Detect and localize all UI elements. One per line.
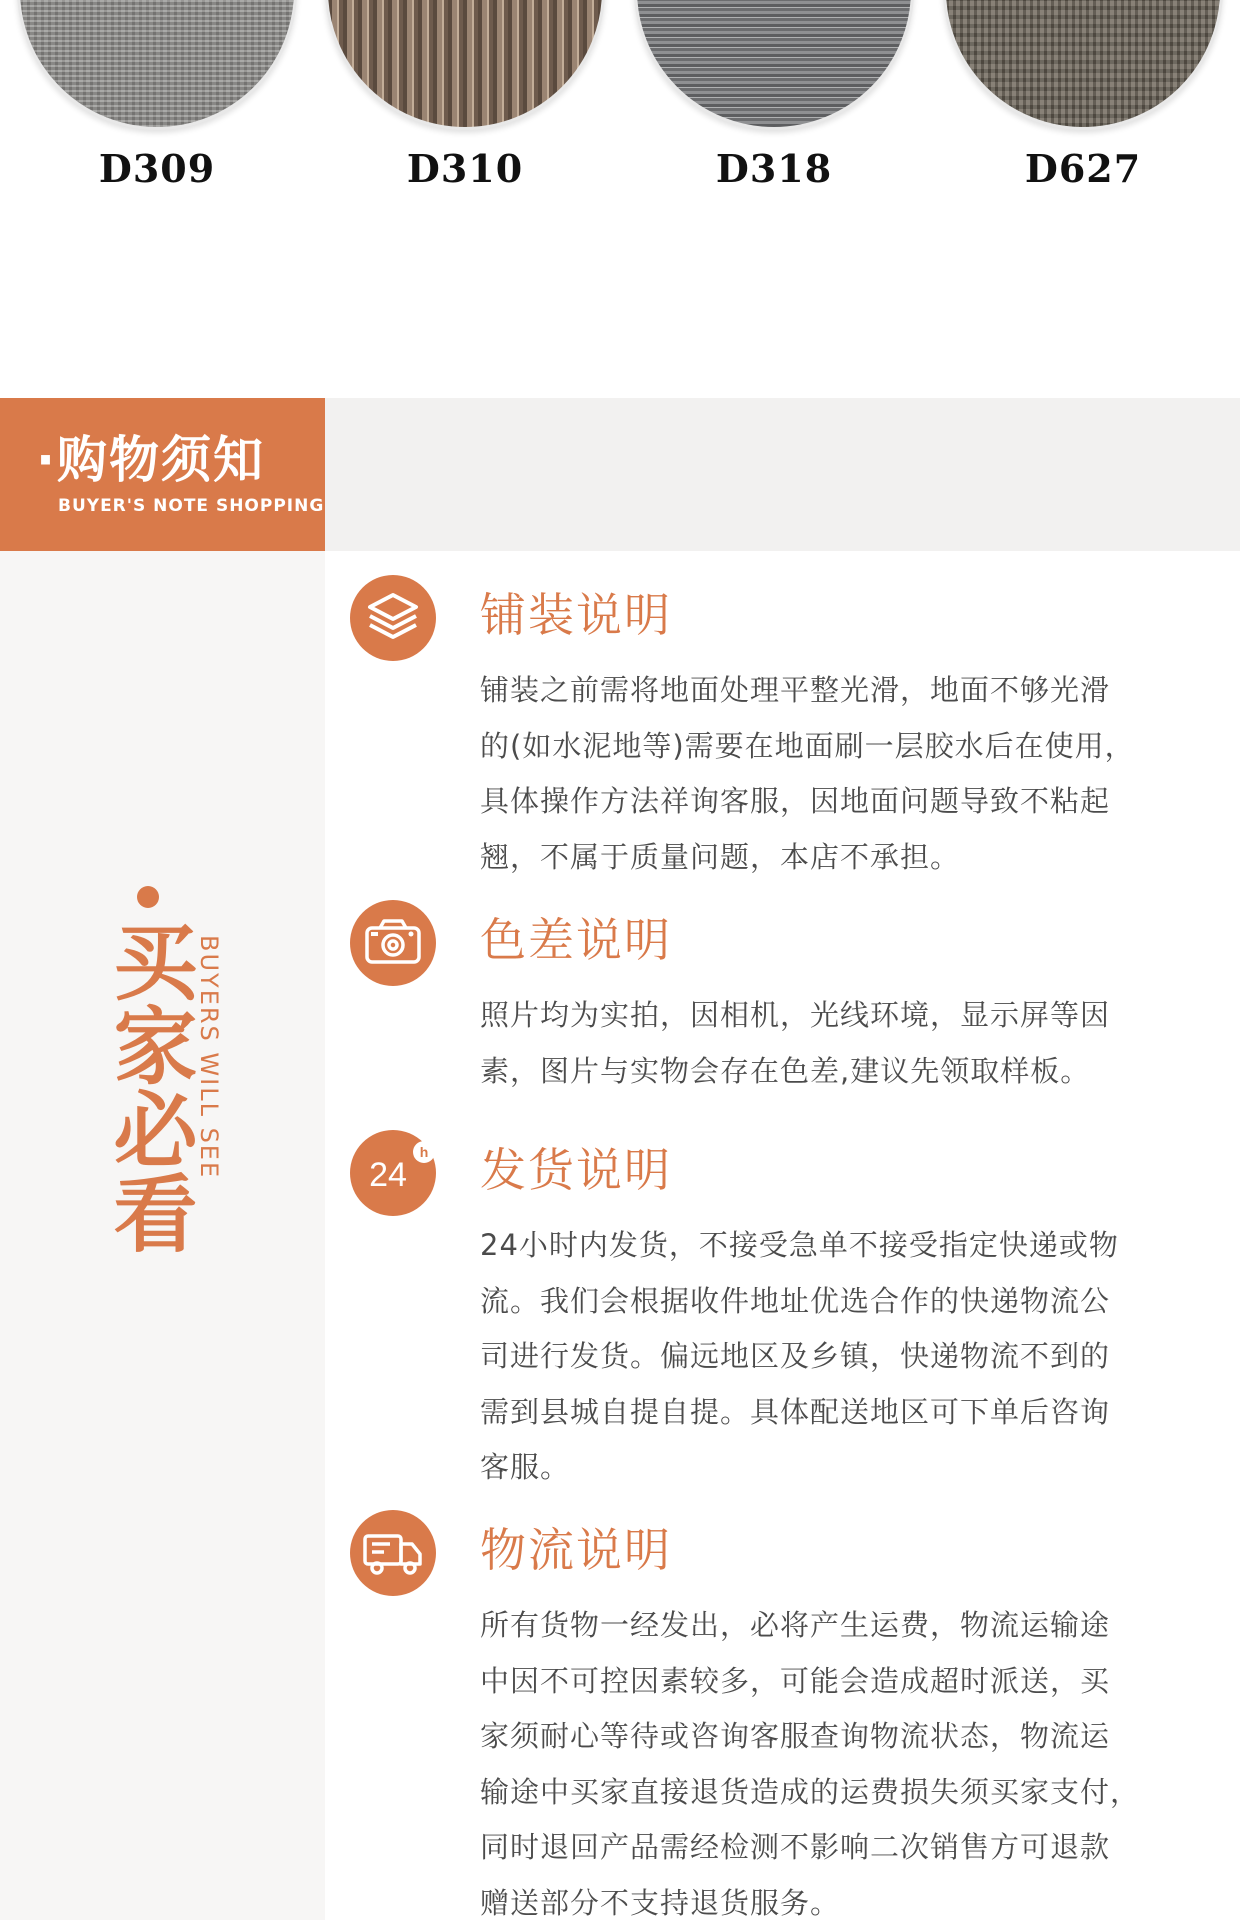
notice-subtitle: BUYER'S NOTE SHOPPING bbox=[58, 496, 324, 516]
swatch-code: D627 bbox=[943, 146, 1223, 191]
body-line: 素，图片与实物会存在色差,建议先领取样板。 bbox=[480, 1044, 1180, 1100]
body-line: 流。我们会根据收件地址优选合作的快递物流公 bbox=[480, 1274, 1180, 1330]
section-body bbox=[480, 1598, 1180, 1931]
body-line: 的(如水泥地等)需要在地面刷一层胶水后在使用， bbox=[480, 719, 1180, 775]
notice-header-badge bbox=[0, 398, 325, 551]
swatch-image bbox=[325, 0, 605, 130]
buyers-will-see-block bbox=[95, 880, 255, 1300]
body-line: 同时退回产品需经检测不影响二次销售方可退款 bbox=[480, 1820, 1180, 1876]
vertical-subtitle: BUYERS WILL SEE bbox=[195, 935, 223, 1179]
body-line: 赠送部分不支持退货服务。 bbox=[480, 1876, 1180, 1931]
body-line: 翘，不属于质量问题，本店不承担。 bbox=[480, 830, 1180, 886]
section-body bbox=[480, 1218, 1180, 1496]
body-line: 司进行发货。偏远地区及乡镇，快递物流不到的 bbox=[480, 1329, 1180, 1385]
swatch-code: D318 bbox=[634, 146, 914, 191]
camera-icon bbox=[350, 900, 436, 986]
notice-title: ·购物须知 bbox=[36, 430, 265, 490]
section-body bbox=[480, 663, 1180, 885]
layers-icon bbox=[350, 575, 436, 661]
body-line: 所有货物一经发出，必将产生运费，物流运输途 bbox=[480, 1598, 1180, 1654]
24h-icon-number: 24 bbox=[369, 1156, 407, 1194]
body-line: 24小时内发货，不接受急单不接受指定快递或物 bbox=[480, 1218, 1180, 1274]
section-title: 铺装说明 bbox=[480, 587, 672, 643]
section-body bbox=[480, 988, 1180, 1099]
24h-icon-suffix: h bbox=[420, 1144, 429, 1160]
section-title: 色差说明 bbox=[480, 912, 672, 968]
swatch-image bbox=[943, 0, 1223, 130]
vertical-title: 买家必看 bbox=[105, 918, 195, 1254]
body-line: 家须耐心等待或咨询客服查询物流状态，物流运 bbox=[480, 1709, 1180, 1765]
swatch-row bbox=[0, 0, 1240, 200]
body-line: 需到县城自提自提。具体配送地区可下单后咨询 bbox=[480, 1385, 1180, 1441]
section-title: 发货说明 bbox=[480, 1142, 672, 1198]
swatch-code: D310 bbox=[325, 146, 605, 191]
24h-icon bbox=[350, 1130, 436, 1216]
notice-header-strip bbox=[325, 398, 1240, 551]
body-line: 铺装之前需将地面处理平整光滑，地面不够光滑 bbox=[480, 663, 1180, 719]
section-title: 物流说明 bbox=[480, 1522, 672, 1578]
swatch-image bbox=[17, 0, 297, 130]
body-line: 客服。 bbox=[480, 1440, 1180, 1496]
body-line: 中因不可控因素较多，可能会造成超时派送，买 bbox=[480, 1654, 1180, 1710]
truck-icon bbox=[350, 1510, 436, 1596]
accent-dot bbox=[137, 886, 159, 908]
swatch-code: D309 bbox=[17, 146, 297, 191]
body-line: 照片均为实拍，因相机，光线环境，显示屏等因 bbox=[480, 988, 1180, 1044]
swatch-image bbox=[634, 0, 914, 130]
body-line: 输途中买家直接退货造成的运费损失须买家支付， bbox=[480, 1765, 1180, 1821]
body-line: 具体操作方法祥询客服，因地面问题导致不粘起 bbox=[480, 774, 1180, 830]
